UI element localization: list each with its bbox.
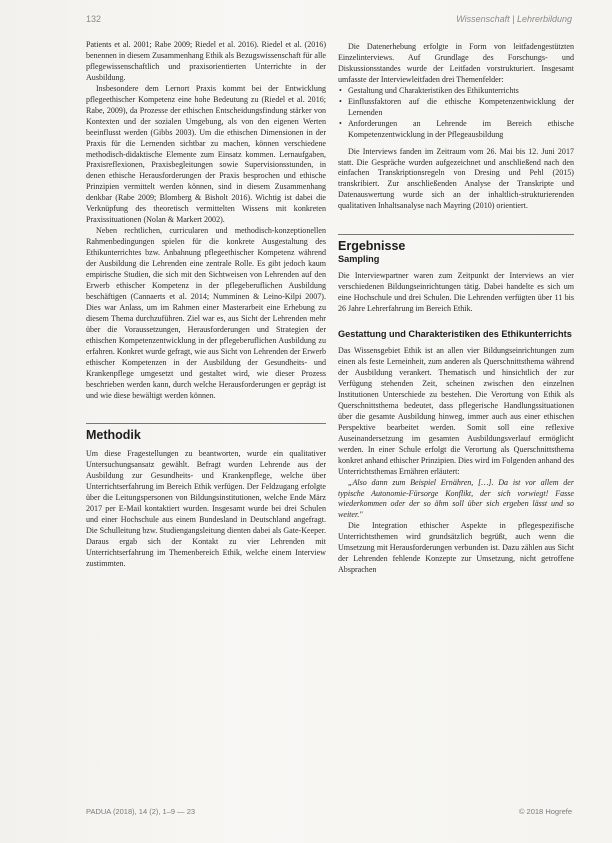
page-footer xyxy=(86,807,572,819)
left-column xyxy=(86,40,326,570)
paragraph: Die Interviews fanden im Zeitraum vom 26. Mai bis 12. Juni 2017 statt. Die Gespräche wurden aufgezeichnet und anschließend nach den einfachen Transkriptionsregeln von Dresing und Pehl (2015) transkribiert. Zur anschließenden Analyse der Transkripte und Datenauswertung wurde sich an der inhaltlich-strukturierenden qualitativen Inhaltsanalyse nach Mayring (2010) orientiert. xyxy=(338,146,574,211)
paragraph: Die Interviewpartner waren zum Zeitpunkt der Interviews an vier verschiedenen Bildungseinrichtungen tätig. Dabei handelte es sich um eine Hochschule und drei Schulen. Die Lehrenden verfügten über 11 bis 26 Jahre Lehrerfahrung im Bereich Ethik. xyxy=(338,271,574,314)
list-item: • Anforderungen an Lehrende im Bereich ethische Kompetenzentwicklung in der Pflegeausbildung xyxy=(338,119,574,141)
bullet-list xyxy=(338,86,574,141)
section-heading-methodik: Methodik xyxy=(86,423,326,443)
list-item: • Gestaltung und Charakteristiken des Ethikunterrichts xyxy=(338,86,574,97)
section-heading-ergebnisse: Ergebnisse xyxy=(338,234,574,254)
paragraph: Die Datenerhebung erfolgte in Form von leitfadengestützten Einzelinterviews. Auf Grundlage des Forschungs- und Diskussionsstandes wurde der Leitfaden vorstrukturiert. Insgesamt umfasste der Interviewleitfaden drei Themenfelder: xyxy=(338,42,574,84)
interview-quote: „Also dann zum Beispiel Ernähren, […]. Da ist vor allem der typische Autonomie-Fürsorge Konflikt, der sich vorwiegt! Fasse wiederkommen oder der so ähm soll über sich ergeben lässt und so weiter." xyxy=(338,477,574,520)
paragraph: Insbesondere dem Lernort Praxis kommt bei der Entwicklung pflegeethischer Kompetenz eine hohe Bedeutung zu (Riedel et al. 2016; Rabe, 2009), da Prozesse der ethischen Entscheidungsfindung stärker von Kontexten und der sozialen Umgebung, als von den eigenen Werten beeinflusst werden (Gibbs 2003). Um die ethischen Dimensionen in der Praxis für die Lernenden sichtbar zu machen, können verschiedene methodisch-didaktische Elemente zum Einsatz kommen. Lernaufgaben, Praxisreflexionen, Praxisbegleitungen sowie Supervisionsstunden, in denen ethische Herausforderungen der Praxis besprochen und ethische Prinzipien vermittelt werden können, sind in diesem Zusammenhang denkbar (Rabe 2009; Blomberg & Bisholt 2016). Wichtig ist dabei die Verknüpfung des theoretisch vermittelten Wissens mit konkreten Praxissituationen (Nolan & Markert 2002). xyxy=(86,83,326,225)
paragraph: Die Integration ethischer Aspekte in pflegespezifische Unterrichtsthemen wird grundsätzlich begrüßt, auch wenn die Umsetzung mit Herausforderungen verbunden ist. Dazu zählen aus Sicht der Lehrenden fehlende Konzepte zur Umsetzung, nicht getroffene Absprachen xyxy=(338,521,574,575)
journal-citation: PADUA (2018), 14 (2), 1–9 — 23 xyxy=(86,807,196,816)
paragraph: Neben rechtlichen, curricularen und methodisch-konzeptionellen Rahmenbedingungen spielen für die konkrete Ausgestaltung des Ethikunterrichtes bzw. Anbahnung pflegeethischer Kompetenz während der Ausbildung die Lehrenden eine zentrale Rolle. Es gibt jedoch kaum empirische Studien, die sich mit den Sichtweisen von Lehrenden auf den Erwerb ethischer Kompetenz in der pflegeberuflichen Ausbildung beschäftigen (Cannaerts et al. 2014; Numminen & Leino-Kilpi 2007). Dies war Anlass, um im Rahmen einer Masterarbeit eine Erhebung zu diesem Thema durchzuführen. Ziel war es, aus Sicht der Lehrenden mehr über die Voraussetzungen, Herausforderungen und Strategien der ethischen Kompetenzentwicklung in der pflegeberuflichen Ausbildung zu erfahren. Konkret wurde gefragt, wie aus Sicht von Lehrenden der Erwerb ethischer Kompetenzen in der Ausbildung der Gesundheits- und Krankenpflege umgesetzt und gestaltet wird, wie dieser Prozess beschrieben werden kann, durch welche Herausforderungen er geprägt ist und wie diese bewältigt werden können. xyxy=(86,226,326,400)
page-number: 132 xyxy=(86,14,102,24)
paragraph: Um diese Fragestellungen zu beantworten, wurde ein qualitativer Untersuchungsansatz gewählt. Befragt wurden Lehrende aus der Ausbildung zur Gesundheits- und Krankenpflege, welche über Unterrichtserfahrung im Bereich Ethik verfügen. Der Feldzugang erfolgte über die Leitungspersonen von Bildungsinstitutionen, welche Ende März 2017 per E-Mail kontaktiert wurden. Insgesamt wurde bei drei Schulen und einer Hochschule aus einem Bundesland in Deutschland angefragt. Die Schulleitung bzw. Studiengangsleitung dienten dabei als Gate-Keeper. Daraus ergab sich der Kontakt zu vier Lehrenden mit Unterrichtserfahrung im Themenbereich Ethik, welche einem Interview zustimmten. xyxy=(86,449,326,568)
paragraph: Das Wissensgebiet Ethik ist an allen vier Bildungseinrichtungen zum einen als feste Lerneinheit, zum anderen als Querschnittsthema während der Ausbildung verankert. Thematisch und hinsichtlich der zur Verfügung stehenden Zeit, scheinen zwischen den einzelnen Institutionen Unterschiede zu bestehen. Die Verortung von Ethik als Querschnittsthema bedeutet, dass pflegerische Handlungssituationen über die gesamte Ausbildung hinweg, immer auch aus einer ethischen Perspektive bearbeitet werden. Somit soll eine reflexive Auseinandersetzung im gesamten Ausbildungsverlauf ermöglicht werden. In einer Schule erfolgt die Verortung als Querschnittsthema konkret anhand ethischer Prinzipien. Dies wird im Folgenden anhand des Unterrichtsthemas Ernähren erläutert: xyxy=(338,346,574,476)
subheading-sampling: Sampling xyxy=(338,254,380,265)
list-item: • Einflussfaktoren auf die ethische Kompetenzentwicklung der Lernenden xyxy=(338,97,574,119)
right-column xyxy=(338,42,574,576)
paragraph: Patients et al. 2001; Rabe 2009; Riedel et al. 2016). Riedel et al. (2016) benennen in diesem Zusammenhang Ethik als Bezugswissenschaft für alle pflegewissenschaftlich und praxisorientierten Unterrichte in der Ausbildung. xyxy=(86,40,326,82)
running-head xyxy=(86,14,572,28)
subheading-gestaltung: Gestattung und Charakteristiken des Ethikunterrichts xyxy=(338,329,572,340)
running-title: Wissenschaft | Lehrerbildung xyxy=(456,14,572,24)
copyright: © 2018 Hogrefe xyxy=(518,807,572,816)
